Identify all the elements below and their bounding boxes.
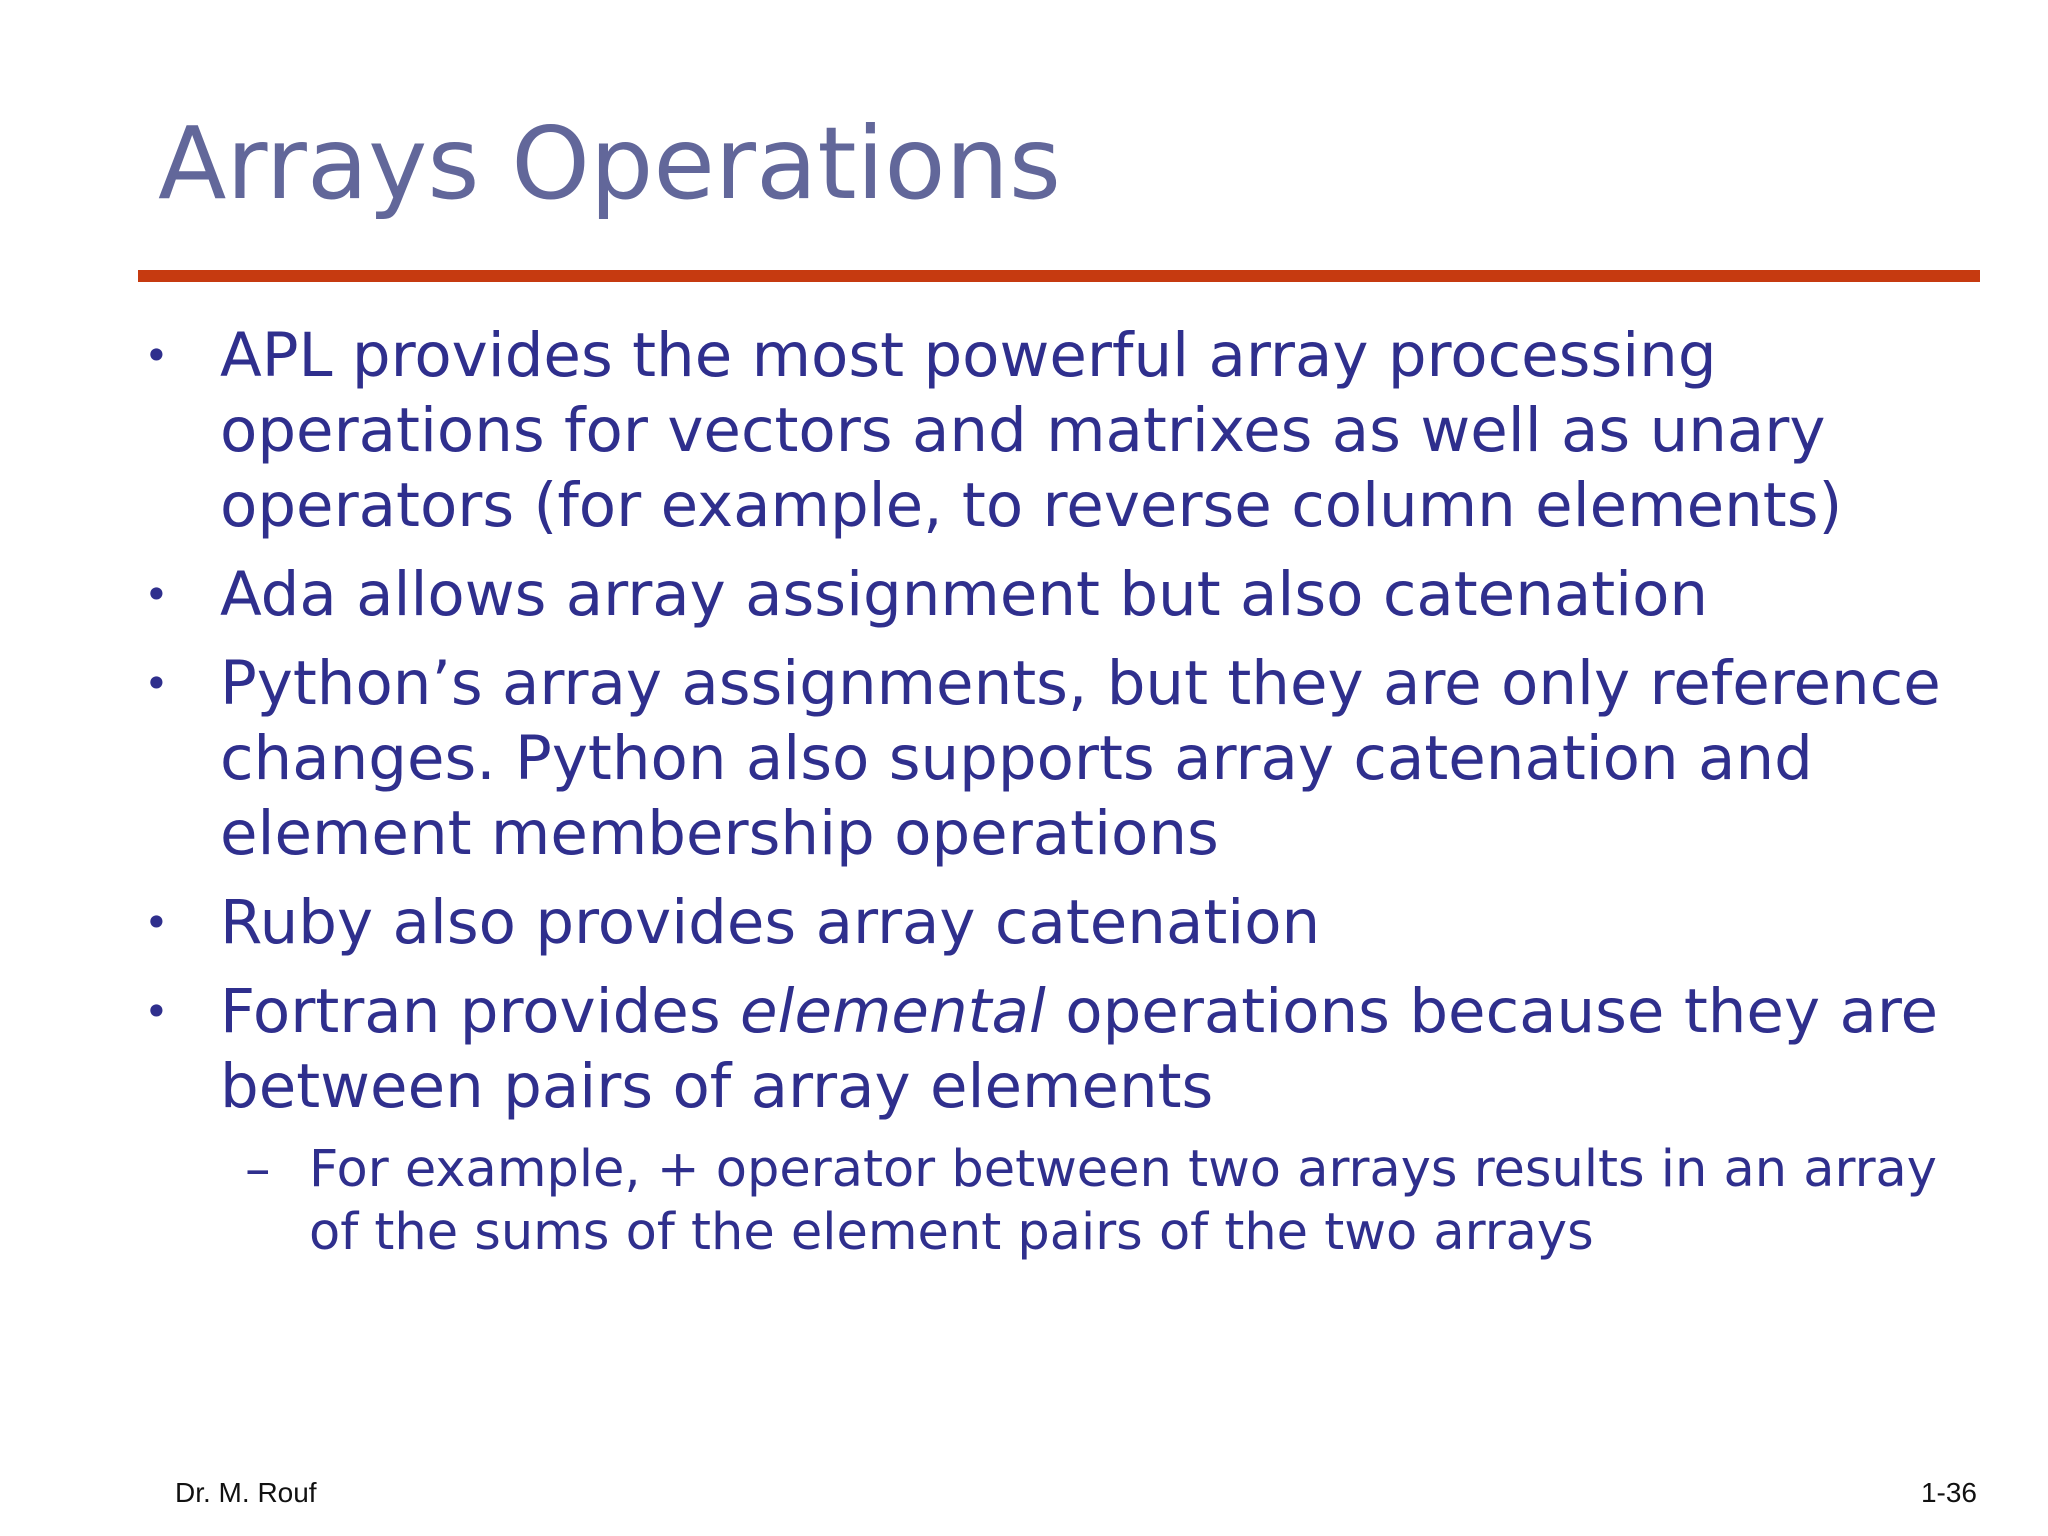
sub-bullet-item xyxy=(245,1138,1969,1264)
bullet-item xyxy=(144,646,1960,871)
bullet-item xyxy=(144,885,1960,960)
sub-bullet-text: For example, + operator between two arrays results in an array of the sums of the element pairs of the two arrays xyxy=(309,1140,1937,1262)
bullet-icon: • xyxy=(144,331,169,380)
footer-page-number: 1-36 xyxy=(1920,1477,1977,1508)
bullet-item xyxy=(144,318,1960,543)
bullet-item xyxy=(144,557,1960,632)
title-divider xyxy=(138,270,1980,282)
bullet-icon: • xyxy=(144,659,169,708)
bullet-icon: • xyxy=(144,898,169,947)
bullet-text: Ada allows array assignment but also catenation xyxy=(220,559,1709,630)
bullet-text: APL provides the most powerful array processing operations for vectors and matrixes as well as unary operators (for example, to reverse column elements) xyxy=(220,320,1843,541)
bullet-icon: • xyxy=(144,987,169,1036)
slide-title: Arrays Operations xyxy=(158,105,1061,222)
bullet-text: Ruby also provides array catenation xyxy=(220,887,1321,958)
bullet-text-emphasis: elemental xyxy=(740,976,1046,1047)
bullet-icon: • xyxy=(144,570,169,619)
bullet-item xyxy=(144,974,1960,1124)
footer-author: Dr. M. Rouf xyxy=(175,1477,317,1508)
bullet-text-before: Fortran provides xyxy=(220,976,740,1047)
slide-body xyxy=(0,318,2048,1264)
bullet-text-after: operations because they are between pairs of array elements xyxy=(220,976,1939,1122)
bullet-text: Python’s array assignments, but they are only reference changes. Python also supports array catenation and element membership operations xyxy=(220,648,1941,869)
dash-icon: – xyxy=(245,1140,271,1199)
